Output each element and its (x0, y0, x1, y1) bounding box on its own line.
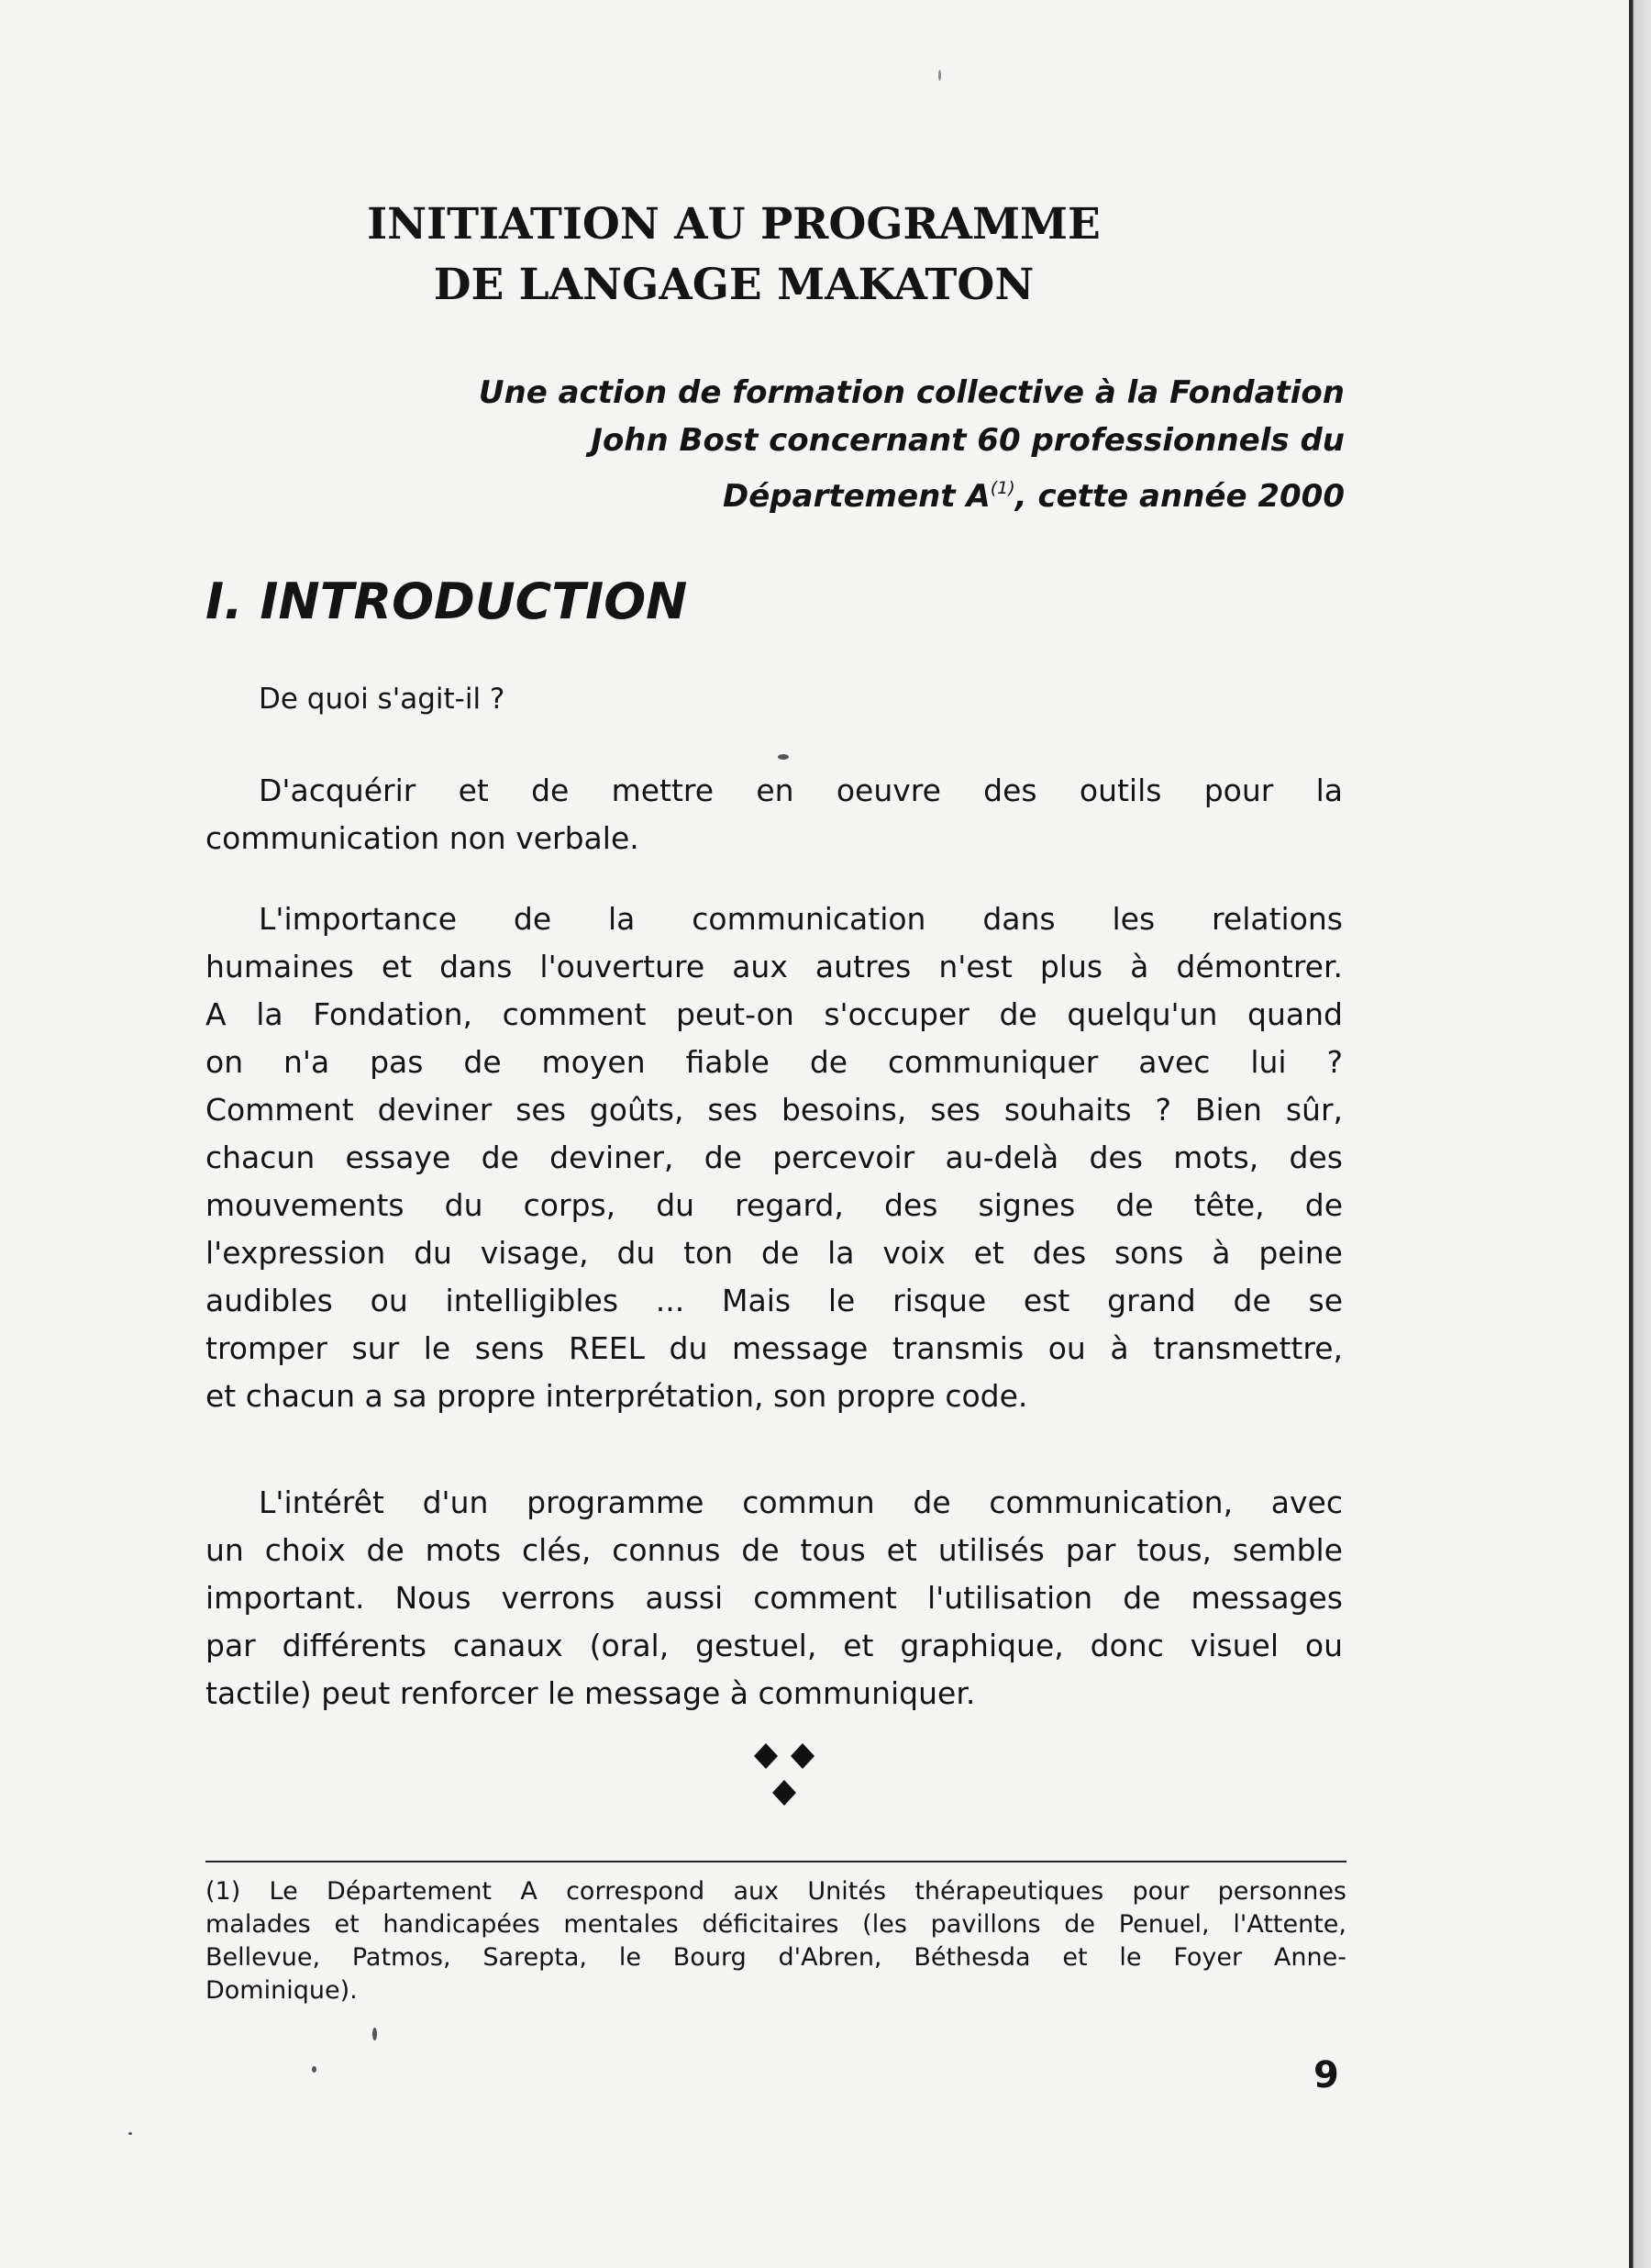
paragraph-line: D'acquérir et de mettre en oeuvre des outils pour la (259, 773, 1343, 808)
footnote-divider (205, 1861, 1346, 1862)
scan-speck (778, 754, 789, 760)
paragraph-line: chacun essaye de deviner, de percevoir au-delà des mots, des (205, 1140, 1343, 1175)
document-title (275, 195, 1192, 316)
scan-speck (372, 2028, 377, 2040)
paragraph-line: L'importance de la communication dans les relations (259, 901, 1343, 937)
subtitle-line-2: John Bost concernant 60 professionnels du (591, 422, 1345, 459)
diamond-separator-icon (743, 1741, 835, 1829)
paragraph-line: humaines et dans l'ouverture aux autres n'est plus à démontrer. (205, 949, 1343, 984)
paragraph-line: mouvements du corps, du regard, des signes de tête, de (205, 1187, 1343, 1223)
footnote (205, 1875, 1346, 2007)
paragraph-line: tromper sur le sens REEL du message transmis ou à transmettre, (205, 1330, 1343, 1366)
paragraph-line: par différents canaux (oral, gestuel, et graphique, donc visuel ou (205, 1628, 1343, 1663)
footnote-line: Dominique). (205, 1976, 358, 2005)
paragraph-line: L'intérêt d'un programme commun de communication, avec (259, 1484, 1343, 1520)
subtitle (385, 369, 1345, 520)
title-line-2: DE LANGAGE MAKATON (433, 260, 1035, 310)
paragraph-line: l'expression du visage, du ton de la voix et des sons à peine (205, 1235, 1343, 1271)
scan-speck (312, 2066, 316, 2073)
footnote-reference[interactable]: (1) (990, 478, 1015, 498)
scan-speck (938, 70, 941, 81)
paragraph-line: on n'a pas de moyen fiable de communiquer avec lui ? (205, 1044, 1343, 1080)
paragraph-line: important. Nous verrons aussi comment l'utilisation de messages (205, 1580, 1343, 1616)
intro-question: De quoi s'agit-il ? (259, 683, 505, 716)
paragraph-line: A la Fondation, comment peut-on s'occuper de quelqu'un quand (205, 996, 1343, 1032)
section-heading: I. INTRODUCTION (205, 573, 688, 630)
footnote-line: (1) Le Département A correspond aux Unités thérapeutiques pour personnes (205, 1877, 1346, 1906)
paragraph-3 (205, 1479, 1343, 1718)
footnote-line: Bellevue, Patmos, Sarepta, le Bourg d'Abren, Béthesda et le Foyer Anne- (205, 1943, 1346, 1972)
scan-speck (128, 2132, 132, 2135)
paragraph-2 (205, 895, 1343, 1420)
paragraph-line: Comment deviner ses goûts, ses besoins, ses souhaits ? Bien sûr, (205, 1092, 1343, 1128)
paragraph-line: un choix de mots clés, connus de tous et utilisés par tous, semble (205, 1532, 1343, 1568)
paragraph-line: audibles ou intelligibles ... Mais le risque est grand de se (205, 1283, 1343, 1318)
paragraph-1 (205, 767, 1343, 862)
footnote-line: malades et handicapées mentales déficitaires (les pavillons de Penuel, l'Attente, (205, 1910, 1346, 1939)
page-edge (1629, 0, 1651, 2268)
subtitle-line-3 (385, 464, 1345, 520)
subtitle-line-3-text: Département A (723, 478, 991, 515)
paragraph-line: et chacun a sa propre interprétation, son propre code. (205, 1378, 1028, 1414)
paragraph-line: tactile) peut renforcer le message à communiquer. (205, 1675, 976, 1711)
title-line-1: INITIATION AU PROGRAMME (367, 199, 1101, 250)
page-number: 9 (1313, 2054, 1339, 2096)
subtitle-line-3-suffix: , cette année 2000 (1014, 478, 1345, 515)
paragraph-line: communication non verbale. (205, 820, 639, 856)
subtitle-line-1: Une action de formation collective à la Fondation (478, 374, 1345, 411)
